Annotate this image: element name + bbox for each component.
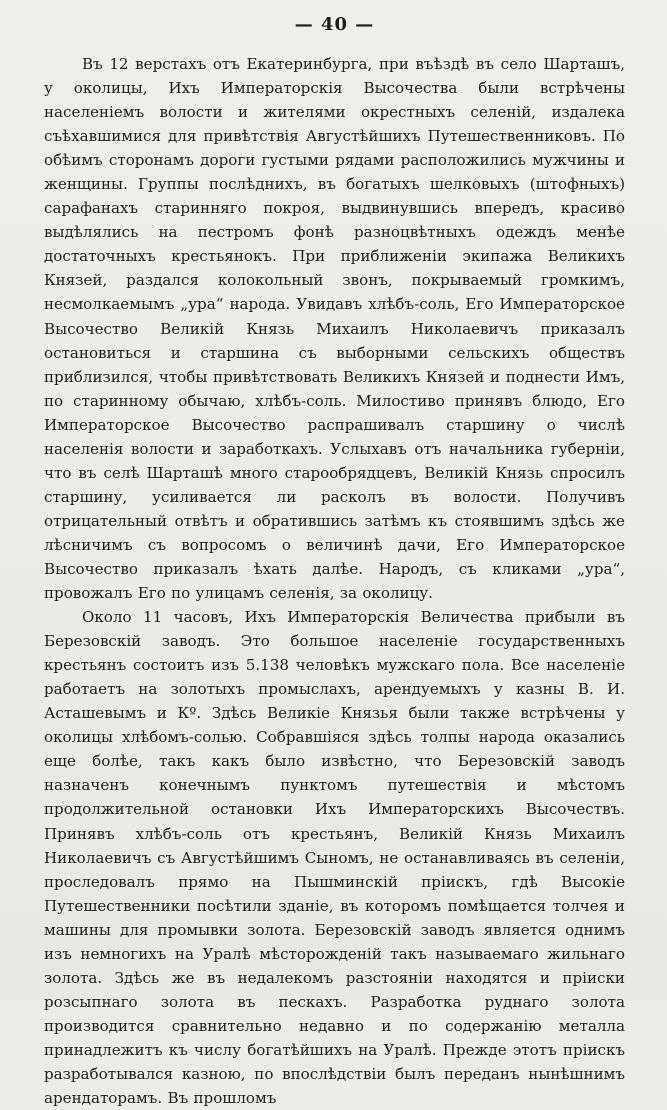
page-number: — 40 — bbox=[294, 14, 375, 35]
paragraph-shartash: Въ 12 верстахъ отъ Екатеринбурга, при въѣздѣ въ село Шарташъ, у околицы, Ихъ Императорскія Высочества были встрѣчены населеніемъ волости и жителями окрестныхъ селеній, издалека съѣхавшимися для привѣтствія Августѣйшихъ Путешественниковъ. По обѣимъ сторонамъ дороги густыми рядами расположились мужчины и женщины. Группы послѣднихъ, въ богатыхъ шелковыхъ (штофныхъ) сарафанахъ старинняго покроя, выдвинувшись впередъ, красиво выдѣлялись на пестромъ фонѣ разноцвѣтныхъ одеждъ менѣе достаточныхъ крестьянокъ. При приближеніи экипажа Великихъ Князей, раздался колокольный звонъ, покрываемый громкимъ, несмолкаемымъ „ура“ народа. Увидавъ хлѣбъ-соль, Его Императорское Высочество Великій Князь Михаилъ Николаевичъ приказалъ остановиться и старшина съ выборными сельскихъ обществъ приблизился, чтобы привѣтствовать Великихъ Князей и поднести Имъ, по старинному обычаю, хлѣбъ-соль. Милостиво принявъ блюдо, Его Императорское Высочество распрашивалъ старшину о числѣ населенія волости и заработкахъ. Услыхавъ отъ начальника губерніи, что въ селѣ Шарташѣ много старообрядцевъ, Великій Князь спросилъ старшину, усиливается ли расколъ въ волости. Получивъ отрицательный отвѣтъ и обратившись затѣмъ къ стоявшимъ здѣсь же лѣсничимъ съ вопросомъ о величинѣ дачи, Его Императорское Высочество приказалъ ѣхать далѣе. Народъ, съ кликами „ура“, провожалъ Его по улицамъ селенія, за околицу. bbox=[44, 55, 625, 603]
paragraph-berezovsky: Около 11 часовъ, Ихъ Императорскія Величества прибыли въ Березовскій заводъ. Это большое населеніе государственныхъ крестьянъ состоитъ изъ 5.138 человѣкъ мужскаго пола. Все населеніе работаетъ на золотыхъ промыслахъ, арендуемыхъ у казны В. И. Асташевымъ и Кº. Здѣсь Великіе Князья были также встрѣчены у околицы хлѣбомъ-солью. Собравшіяся здѣсь толпы народа оказались еще болѣе, такъ какъ было извѣстно, что Березовскій заводъ назначенъ конечнымъ пунктомъ путешествія и мѣстомъ продолжительной остановки Ихъ Императорскихъ Высочествъ. Принявъ хлѣбъ-соль отъ крестьянъ, Великій Князь Михаилъ Николаевичъ съ Августѣйшимъ Сыномъ, не останавливаясь въ селеніи, проследовалъ прямо на Пышминскій пріискъ, гдѣ Высокіе Путешественники посѣтили зданіе, въ которомъ помѣщается толчея и машины для промывки золота. Березовскій заводъ является однимъ изъ немногихъ на Уралѣ мѣсторожденій такъ называемаго жильнаго золота. Здѣсь же въ недалекомъ разстояніи находятся и пріиски розсыпнаго золота въ пескахъ. Разработка руднаго золота производится сравнительно недавно и по содержанію металла принадлежитъ къ числу богатѣйшихъ на Уралѣ. Прежде этотъ пріискъ разработывался казною, по впослѣдствіи былъ переданъ нынѣшнимъ арендаторамъ. Въ прошломъ bbox=[44, 608, 625, 1108]
